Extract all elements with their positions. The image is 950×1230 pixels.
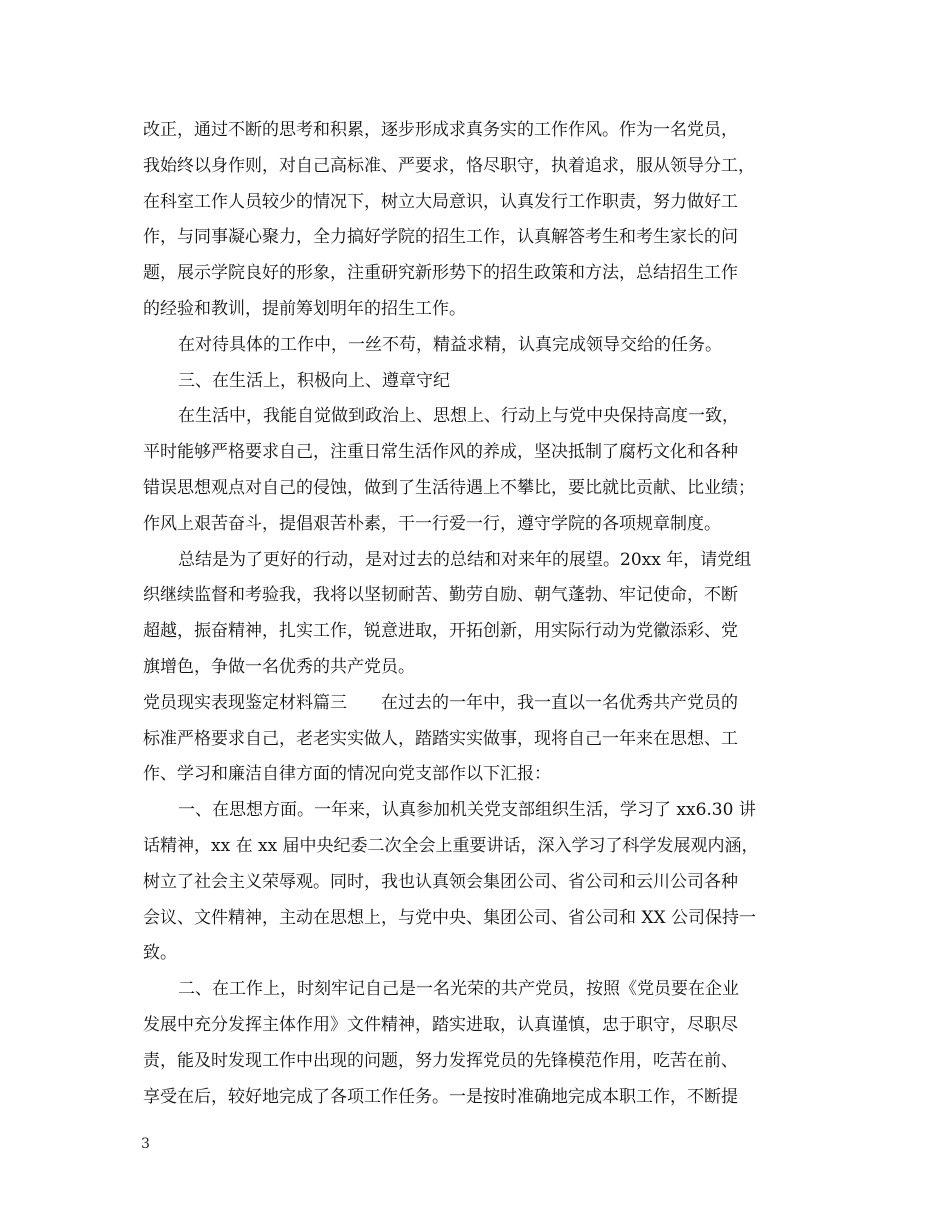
text-line: 平时能够严格要求自己，注重日常生活作风的养成，坚决抵制了腐朽文化和各种	[143, 442, 738, 463]
text-line: 标准严格要求自己，老老实实做人，踏踏实实做事，现将自己一年来在思想、工	[143, 728, 738, 749]
text-line: 织继续监督和考验我，我将以坚韧耐苦、勤劳自励、朝气蓬勃、牢记使命，不断	[143, 585, 738, 606]
paragraph-first-line: 在生活中，我能自觉做到政治上、思想上、行动上与党中央保持高度一致，	[178, 406, 739, 427]
text-line: 改正，通过不断的思考和积累，逐步形成求真务实的工作作风。作为一名党员，	[143, 120, 738, 140]
text-line: 的经验和教训，提前筹划明年的招生工作。	[143, 298, 466, 319]
text-line: 作风上艰苦奋斗，提倡艰苦朴素，干一行爱一行，遵守学院的各项规章制度。	[143, 513, 721, 534]
text-line: 发展中充分发挥主体作用》文件精神，踏实进取，认真谨慎，忠于职守，尽职尽	[143, 1014, 738, 1035]
text-line: 责，能及时发现工作中出现的问题，努力发挥党员的先锋模范作用，吃苦在前、	[143, 1050, 738, 1071]
text-line: 作、学习和廉洁自律方面的情况向党支部作以下汇报：	[143, 764, 551, 785]
section-heading: 三、在生活上，积极向上、遵章守纪	[178, 370, 450, 391]
text-line: 致。	[143, 943, 177, 964]
text-line: 在科室工作人员较少的情况下，树立大局意识，认真发行工作职责，努力做好工	[143, 191, 738, 212]
text-line: 话精神，xx 在 xx 届中央纪委二次全会上重要讲话，深入学习了科学发展观内涵，	[143, 835, 759, 856]
text-line: 会议、文件精神，主动在思想上，与党中央、集团公司、省公司和 XX 公司保持一	[143, 907, 757, 928]
text-line: 旗增色，争做一名优秀的共产党员。	[143, 656, 415, 677]
paragraph-first-line: 总结是为了更好的行动，是对过去的总结和对来年的展望。20xx 年，请党组	[178, 549, 752, 570]
text-line: 我始终以身作则，对自己高标准、严要求，恪尽职守，执着追求，服从领导分工，	[143, 155, 755, 176]
text-line: 题，展示学院良好的形象，注重研究新形势下的招生政策和方法，总结招生工作	[143, 263, 738, 284]
section-title-line: 党员现实表现鉴定材料篇三 在过去的一年中，我一直以一名优秀共产党员的	[143, 692, 738, 713]
text-line: 错误思想观点对自己的侵蚀，做到了生活待遇上不攀比，要比就比贡献、比业绩；	[143, 477, 755, 498]
page-number: 3	[141, 1136, 150, 1152]
paragraph-first-line: 在对待具体的工作中，一丝不苟，精益求精，认真完成领导交给的任务。	[178, 334, 722, 355]
text-line: 作，与同事凝心聚力，全力搞好学院的招生工作，认真解答考生和考生家长的问	[143, 227, 738, 248]
body-text	[143, 113, 811, 1115]
paragraph-first-line: 二、在工作上，时刻牢记自己是一名光荣的共产党员，按照《党员要在企业	[178, 979, 739, 1000]
paragraph-first-line: 一、在思想方面。一年来，认真参加机关党支部组织生活，学习了 xx6.30 讲	[178, 800, 756, 821]
text-line: 树立了社会主义荣辱观。同时，我也认真领会集团公司、省公司和云川公司各种	[143, 871, 738, 892]
text-line: 享受在后，较好地完成了各项工作任务。一是按时准确地完成本职工作，不断提	[143, 1086, 738, 1107]
text-line: 超越，振奋精神，扎实工作，锐意进取，开拓创新，用实际行动为党徽添彩、党	[143, 621, 738, 642]
